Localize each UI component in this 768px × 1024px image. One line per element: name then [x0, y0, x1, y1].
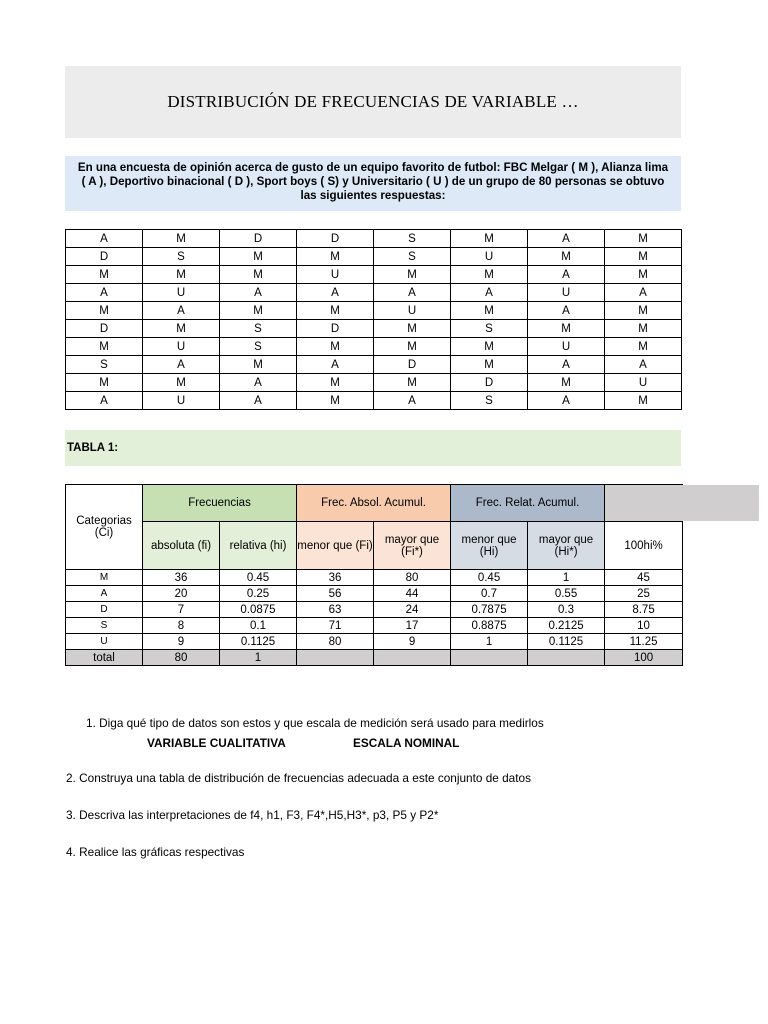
response-cell: M: [451, 356, 528, 374]
responses-table: [65, 229, 682, 410]
response-row: [66, 338, 682, 356]
response-cell: A: [528, 230, 605, 248]
response-cell: M: [605, 392, 682, 410]
intro-text: En una encuesta de opinión acerca de gusto de un equipo favorito de futbol: FBC Melgar ( M ), Alianza lima ( A ), Deportivo binacional ( D ), Sport boys ( S) y Universitario ( U ) de un grupo de 80 personas se obtuvo las siguientes respuestas:: [65, 156, 681, 211]
response-cell: M: [143, 374, 220, 392]
response-cell: D: [297, 320, 374, 338]
response-cell: D: [451, 374, 528, 392]
header-frec-cell: [605, 485, 683, 522]
header-mayor-que-hi: mayor que (Hi*): [528, 522, 605, 570]
frequency-cell-hi: 0.1125: [220, 634, 297, 650]
response-cell: U: [143, 392, 220, 410]
response-cell: M: [605, 302, 682, 320]
total-cell-empty: [374, 650, 451, 666]
page-title: DISTRIBUCIÓN DE FRECUENCIAS DE VARIABLE …: [167, 92, 579, 111]
response-cell: M: [451, 338, 528, 356]
frequency-cell-fi-star: 44: [374, 586, 451, 602]
response-cell: M: [220, 302, 297, 320]
response-cell: A: [66, 230, 143, 248]
frequency-cell-fi-star: 17: [374, 618, 451, 634]
frequency-cell-hi: 1: [451, 634, 528, 650]
header-porcentaje: 100hi%: [605, 522, 683, 570]
response-cell: S: [143, 248, 220, 266]
total-cell-pct: 100: [605, 650, 683, 666]
response-cell: A: [220, 392, 297, 410]
response-cell: A: [528, 302, 605, 320]
response-row: [66, 230, 682, 248]
frequency-row: [66, 634, 683, 650]
response-cell: A: [220, 284, 297, 302]
frequency-cell-fi-star: 24: [374, 602, 451, 618]
frequency-cell-fi: 71: [297, 618, 374, 634]
total-cell-fi: 80: [143, 650, 220, 666]
frequency-cell-fi-star: 80: [374, 570, 451, 586]
response-cell: M: [297, 392, 374, 410]
response-cell: M: [528, 374, 605, 392]
response-cell: A: [605, 356, 682, 374]
frequency-cell-c: U: [66, 634, 143, 650]
frequency-cell-pct: 11.25: [605, 634, 683, 650]
response-cell: U: [374, 302, 451, 320]
frequency-cell-hi: 0.25: [220, 586, 297, 602]
response-row: [66, 248, 682, 266]
response-cell: U: [143, 284, 220, 302]
response-row: [66, 320, 682, 338]
frequency-cell-fi: 20: [143, 586, 220, 602]
frequency-cell-fi: 63: [297, 602, 374, 618]
frequency-cell-hi-star: 0.3: [528, 602, 605, 618]
response-row: [66, 284, 682, 302]
total-cell-empty: [297, 650, 374, 666]
response-cell: D: [297, 230, 374, 248]
response-cell: M: [66, 374, 143, 392]
response-cell: A: [528, 266, 605, 284]
header-frec-absol-acumul: Frec. Absol. Acumul.: [297, 485, 451, 522]
response-cell: M: [451, 266, 528, 284]
total-cell-empty: [528, 650, 605, 666]
response-cell: S: [220, 338, 297, 356]
response-cell: A: [451, 284, 528, 302]
response-cell: U: [297, 266, 374, 284]
response-row: [66, 302, 682, 320]
response-cell: M: [297, 248, 374, 266]
response-cell: A: [66, 284, 143, 302]
header-absoluta: absoluta (fi): [143, 522, 220, 570]
response-cell: M: [605, 338, 682, 356]
header-frec-relat-acumul: Frec. Relat. Acumul.: [451, 485, 605, 522]
response-row: [66, 266, 682, 284]
response-cell: M: [605, 248, 682, 266]
response-cell: M: [220, 266, 297, 284]
frequency-row: [66, 570, 683, 586]
response-cell: D: [374, 356, 451, 374]
response-cell: U: [451, 248, 528, 266]
response-cell: A: [374, 284, 451, 302]
response-cell: U: [143, 338, 220, 356]
response-cell: M: [374, 374, 451, 392]
response-cell: M: [605, 320, 682, 338]
response-cell: A: [143, 302, 220, 320]
frequency-cell-c: A: [66, 586, 143, 602]
question-3: 3. Descriva las interpretaciones de f4, h1, F3, F4*,H5,H3*, p3, P5 y P2*: [66, 808, 439, 822]
total-row: [66, 650, 683, 666]
response-cell: M: [143, 266, 220, 284]
frequency-cell-pct: 10: [605, 618, 683, 634]
frequency-cell-hi-star: 0.1125: [528, 634, 605, 650]
frequency-cell-fi: 7: [143, 602, 220, 618]
response-cell: U: [605, 374, 682, 392]
response-cell: A: [605, 284, 682, 302]
response-row: [66, 374, 682, 392]
frequency-cell-hi: 0.45: [451, 570, 528, 586]
frequency-cell-hi: 0.7: [451, 586, 528, 602]
response-cell: M: [66, 338, 143, 356]
response-cell: M: [374, 266, 451, 284]
response-cell: M: [66, 266, 143, 284]
response-cell: M: [528, 320, 605, 338]
response-cell: M: [66, 302, 143, 320]
response-cell: M: [220, 356, 297, 374]
frequency-cell-hi: 0.7875: [451, 602, 528, 618]
response-cell: A: [528, 356, 605, 374]
response-cell: M: [297, 338, 374, 356]
frequency-cell-fi: 80: [297, 634, 374, 650]
frequency-row: [66, 586, 683, 602]
frequency-cell-c: M: [66, 570, 143, 586]
response-cell: D: [220, 230, 297, 248]
frequency-cell-fi: 8: [143, 618, 220, 634]
answer-variable-type: VARIABLE CUALITATIVA: [147, 736, 286, 750]
response-cell: S: [66, 356, 143, 374]
frequency-cell-hi-star: 1: [528, 570, 605, 586]
header-frecuencias: Frecuencias: [143, 485, 297, 522]
response-cell: S: [220, 320, 297, 338]
question-2: 2. Construya una tabla de distribución de frecuencias adecuada a este conjunto de datos: [66, 771, 531, 785]
frequency-cell-c: S: [66, 618, 143, 634]
frequency-cell-fi-star: 9: [374, 634, 451, 650]
header-mayor-que-fi: mayor que (Fi*): [374, 522, 451, 570]
response-cell: A: [66, 392, 143, 410]
response-cell: M: [451, 230, 528, 248]
frequency-cell-hi: 0.1: [220, 618, 297, 634]
frequency-cell-hi-star: 0.2125: [528, 618, 605, 634]
response-cell: A: [143, 356, 220, 374]
response-cell: D: [66, 320, 143, 338]
question-4: 4. Realice las gráficas respectivas: [66, 845, 245, 859]
response-cell: M: [297, 374, 374, 392]
header-categorias: Categorias (Ci): [66, 485, 143, 570]
response-row: [66, 392, 682, 410]
header-menor-que-hi: menor que (Hi): [451, 522, 528, 570]
response-cell: M: [605, 266, 682, 284]
response-row: [66, 356, 682, 374]
frequency-cell-fi: 36: [143, 570, 220, 586]
response-cell: D: [66, 248, 143, 266]
header-menor-que-fi: menor que (Fi): [297, 522, 374, 570]
frequency-cell-fi: 36: [297, 570, 374, 586]
response-cell: A: [528, 392, 605, 410]
response-cell: M: [374, 320, 451, 338]
total-cell-hi: 1: [220, 650, 297, 666]
frequency-cell-fi: 56: [297, 586, 374, 602]
frequency-cell-hi: 0.45: [220, 570, 297, 586]
response-cell: M: [143, 230, 220, 248]
header-relativa: relativa (hi): [220, 522, 297, 570]
frequency-row: [66, 602, 683, 618]
response-cell: A: [220, 374, 297, 392]
response-cell: S: [451, 392, 528, 410]
response-cell: M: [374, 338, 451, 356]
frequency-cell-hi: 0.0875: [220, 602, 297, 618]
response-cell: M: [605, 230, 682, 248]
response-cell: M: [143, 320, 220, 338]
frequency-cell-pct: 8.75: [605, 602, 683, 618]
total-cell-label: total: [66, 650, 143, 666]
question-1: 1. Diga qué tipo de datos son estos y que escala de medición será usado para medirlos: [86, 716, 544, 730]
frequency-cell-c: D: [66, 602, 143, 618]
frequency-cell-hi: 0.8875: [451, 618, 528, 634]
total-cell-empty: [451, 650, 528, 666]
frequency-cell-pct: 25: [605, 586, 683, 602]
response-cell: U: [528, 338, 605, 356]
response-cell: U: [528, 284, 605, 302]
frequency-cell-fi: 9: [143, 634, 220, 650]
response-cell: A: [374, 392, 451, 410]
frequency-cell-hi-star: 0.55: [528, 586, 605, 602]
response-cell: M: [297, 302, 374, 320]
frequency-cell-pct: 45: [605, 570, 683, 586]
response-cell: M: [528, 248, 605, 266]
response-cell: S: [374, 248, 451, 266]
response-cell: M: [451, 302, 528, 320]
frequency-row: [66, 618, 683, 634]
response-cell: M: [220, 248, 297, 266]
response-cell: S: [374, 230, 451, 248]
response-cell: A: [297, 284, 374, 302]
response-cell: S: [451, 320, 528, 338]
response-cell: A: [297, 356, 374, 374]
title-banner: [65, 66, 681, 138]
tabla-label: TABLA 1:: [65, 430, 681, 466]
answer-scale: ESCALA NOMINAL: [353, 736, 460, 750]
frequency-table: [65, 484, 683, 666]
